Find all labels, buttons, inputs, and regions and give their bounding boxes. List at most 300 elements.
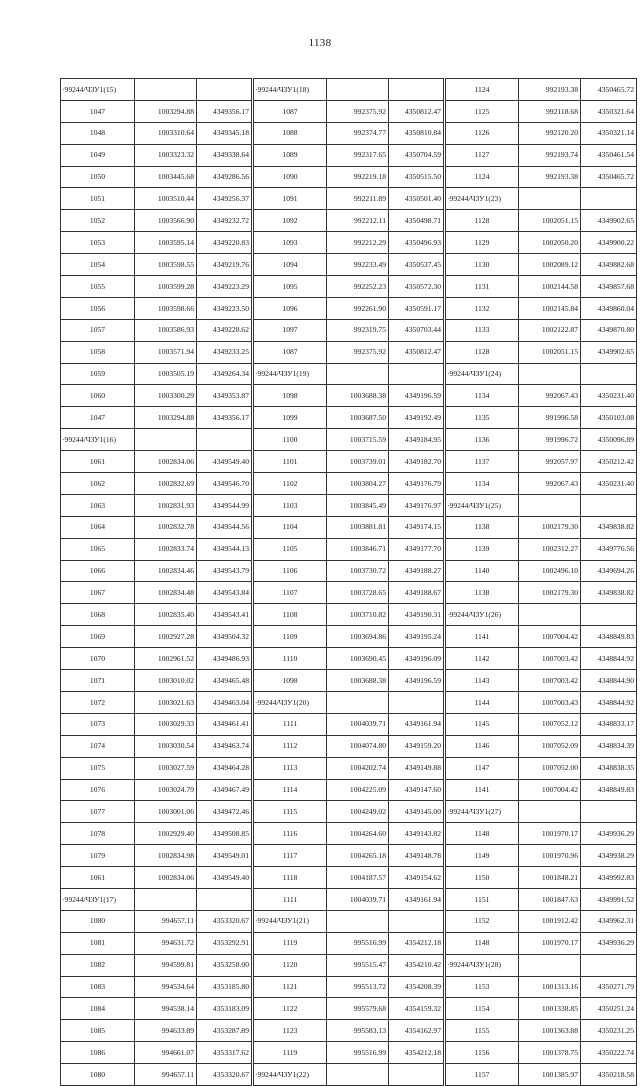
x-cell: 1004074.80 (327, 735, 389, 757)
plot-header: ·99244/ЧЗУ1(17) (61, 888, 135, 910)
x-cell: 1002834.98 (135, 845, 197, 867)
point-id-cell: 1122 (253, 998, 327, 1020)
y-cell: 4353320.67 (197, 910, 253, 932)
y-cell (581, 363, 637, 385)
y-cell: 4349902.65 (581, 341, 637, 363)
point-id-cell: 1152 (445, 910, 519, 932)
x-cell: 1003294.88 (135, 407, 197, 429)
y-cell: 4349504.32 (197, 626, 253, 648)
plot-header: ·99244/ЧЗУ1(28) (445, 954, 519, 976)
y-cell: 4349190.31 (389, 604, 445, 626)
x-cell: 1003300.29 (135, 385, 197, 407)
point-id-cell: 1067 (61, 582, 135, 604)
y-cell: 4349345.18 (197, 122, 253, 144)
x-cell: 992193.38 (519, 166, 581, 188)
point-id-cell: 1108 (253, 604, 327, 626)
table-row (61, 604, 637, 626)
point-id-cell: 1123 (253, 1020, 327, 1042)
plot-header: ·99244/ЧЗУ1(20) (253, 691, 327, 713)
y-cell (197, 79, 253, 101)
point-id-cell: 1065 (61, 538, 135, 560)
point-id-cell: 1079 (61, 845, 135, 867)
table-row (61, 1042, 637, 1064)
point-id-cell: 1092 (253, 210, 327, 232)
point-id-cell: 1105 (253, 538, 327, 560)
point-id-cell: 1145 (445, 713, 519, 735)
point-id-cell: 1133 (445, 319, 519, 341)
x-cell: 992212.29 (327, 232, 389, 254)
y-cell: 4349219.76 (197, 254, 253, 276)
x-cell: 992193.38 (519, 79, 581, 101)
y-cell (389, 1064, 445, 1086)
x-cell (519, 954, 581, 976)
point-id-cell: 1125 (445, 100, 519, 122)
point-id-cell: 1150 (445, 867, 519, 889)
y-cell: 4354212.18 (389, 932, 445, 954)
x-cell: 1003001.06 (135, 801, 197, 823)
x-cell: 992219.18 (327, 166, 389, 188)
table-row (61, 516, 637, 538)
x-cell: 1002496.10 (519, 560, 581, 582)
point-id-cell: 1111 (253, 888, 327, 910)
y-cell: 4350271.79 (581, 976, 637, 998)
y-cell (389, 79, 445, 101)
point-id-cell: 1061 (61, 451, 135, 473)
x-cell: 991996.58 (519, 407, 581, 429)
y-cell: 4349154.62 (389, 867, 445, 889)
x-cell: 992375.92 (327, 341, 389, 363)
x-cell: 994633.89 (135, 1020, 197, 1042)
x-cell: 1002834.46 (135, 560, 197, 582)
y-cell: 4349992.83 (581, 867, 637, 889)
y-cell: 4348844.90 (581, 670, 637, 692)
x-cell: 1003687.50 (327, 407, 389, 429)
table-row (61, 429, 637, 451)
y-cell: 4349694.26 (581, 560, 637, 582)
y-cell: 4349546.70 (197, 473, 253, 495)
point-id-cell: 1099 (253, 407, 327, 429)
y-cell: 4349544.13 (197, 538, 253, 560)
y-cell: 4349196.09 (389, 648, 445, 670)
point-id-cell: 1097 (253, 319, 327, 341)
y-cell: 4350515.50 (389, 166, 445, 188)
point-id-cell: 1141 (445, 779, 519, 801)
x-cell: 1002834.06 (135, 867, 197, 889)
point-id-cell: 1086 (61, 1042, 135, 1064)
x-cell: 1002832.69 (135, 473, 197, 495)
y-cell: 4349161.94 (389, 713, 445, 735)
point-id-cell: 1094 (253, 254, 327, 276)
x-cell: 1003024.79 (135, 779, 197, 801)
x-cell: 1004187.57 (327, 867, 389, 889)
table-row (61, 976, 637, 998)
point-id-cell: 1077 (61, 801, 135, 823)
y-cell: 4349776.56 (581, 538, 637, 560)
point-id-cell: 1151 (445, 888, 519, 910)
x-cell: 1003598.66 (135, 297, 197, 319)
x-cell: 1003445.68 (135, 166, 197, 188)
point-id-cell: 1059 (61, 363, 135, 385)
point-id-cell: 1052 (61, 210, 135, 232)
x-cell: 1003027.59 (135, 757, 197, 779)
x-cell: 1002051.15 (519, 210, 581, 232)
y-cell: 4350212.42 (581, 451, 637, 473)
y-cell: 4350704.59 (389, 144, 445, 166)
y-cell: 4350218.58 (581, 1064, 637, 1086)
table-row (61, 1020, 637, 1042)
coordinates-table (60, 78, 637, 1086)
x-cell: 1003586.93 (135, 319, 197, 341)
y-cell: 4349543.79 (197, 560, 253, 582)
table-row (61, 254, 637, 276)
table-row (61, 232, 637, 254)
point-id-cell: 1143 (445, 670, 519, 692)
point-id-cell: 1137 (445, 451, 519, 473)
table-row (61, 845, 637, 867)
point-id-cell: 1083 (61, 976, 135, 998)
x-cell: 995516.99 (327, 1042, 389, 1064)
point-id-cell: 1134 (445, 385, 519, 407)
x-cell: 1002834.48 (135, 582, 197, 604)
y-cell: 4348838.35 (581, 757, 637, 779)
point-id-cell: 1119 (253, 1042, 327, 1064)
x-cell: 1003688.38 (327, 670, 389, 692)
x-cell: 1003728.65 (327, 582, 389, 604)
x-cell (135, 888, 197, 910)
table-row (61, 691, 637, 713)
point-id-cell: 1116 (253, 823, 327, 845)
point-id-cell: 1141 (445, 626, 519, 648)
table-row (61, 757, 637, 779)
point-id-cell: 1090 (253, 166, 327, 188)
y-cell: 4349463.74 (197, 735, 253, 757)
y-cell: 4349188.67 (389, 582, 445, 604)
plot-header: ·99244/ЧЗУ1(15) (61, 79, 135, 101)
point-id-cell: 1054 (61, 254, 135, 276)
table-row (61, 626, 637, 648)
point-id-cell: 1112 (253, 735, 327, 757)
x-cell: 1003571.94 (135, 341, 197, 363)
x-cell: 992211.89 (327, 188, 389, 210)
point-id-cell: 1096 (253, 297, 327, 319)
x-cell: 995516.99 (327, 932, 389, 954)
point-id-cell: 1126 (445, 122, 519, 144)
y-cell: 4349860.04 (581, 297, 637, 319)
point-id-cell: 1060 (61, 385, 135, 407)
y-cell: 4349936.29 (581, 932, 637, 954)
x-cell: 1003739.01 (327, 451, 389, 473)
x-cell: 1003694.86 (327, 626, 389, 648)
point-id-cell: 1128 (445, 341, 519, 363)
y-cell: 4349543.84 (197, 582, 253, 604)
plot-header: ·99244/ЧЗУ1(23) (445, 188, 519, 210)
y-cell: 4354162.97 (389, 1020, 445, 1042)
y-cell: 4350810.84 (389, 122, 445, 144)
point-id-cell: 1070 (61, 648, 135, 670)
x-cell: 991996.72 (519, 429, 581, 451)
y-cell: 4349192.49 (389, 407, 445, 429)
table-row (61, 144, 637, 166)
x-cell: 1007052.12 (519, 713, 581, 735)
x-cell: 1003715.59 (327, 429, 389, 451)
y-cell: 4349147.60 (389, 779, 445, 801)
table-row (61, 867, 637, 889)
point-id-cell: 1157 (445, 1064, 519, 1086)
x-cell (519, 801, 581, 823)
point-id-cell: 1080 (61, 1064, 135, 1086)
y-cell: 4349264.34 (197, 363, 253, 385)
x-cell: 992261.90 (327, 297, 389, 319)
table-row (61, 276, 637, 298)
x-cell: 1004264.60 (327, 823, 389, 845)
x-cell: 1001970.17 (519, 932, 581, 954)
y-cell: 4350465.72 (581, 79, 637, 101)
x-cell (519, 363, 581, 385)
plot-header: ·99244/ЧЗУ1(19) (253, 363, 327, 385)
y-cell: 4350501.40 (389, 188, 445, 210)
y-cell: 4349196.59 (389, 670, 445, 692)
x-cell: 1001848.21 (519, 867, 581, 889)
point-id-cell: 1093 (253, 232, 327, 254)
y-cell: 4349882.68 (581, 254, 637, 276)
y-cell: 4350231.40 (581, 473, 637, 495)
point-id-cell: 1139 (445, 538, 519, 560)
point-id-cell: 1062 (61, 473, 135, 495)
table-row (61, 210, 637, 232)
table-row (61, 407, 637, 429)
x-cell: 1007004.42 (519, 626, 581, 648)
point-id-cell: 1124 (445, 166, 519, 188)
x-cell: 1002831.93 (135, 494, 197, 516)
y-cell: 4350496.93 (389, 232, 445, 254)
x-cell: 1002927.28 (135, 626, 197, 648)
x-cell: 994599.81 (135, 954, 197, 976)
y-cell: 4354159.32 (389, 998, 445, 1020)
plot-header: ·99244/ЧЗУ1(18) (253, 79, 327, 101)
y-cell: 4349223.50 (197, 297, 253, 319)
table-row (61, 494, 637, 516)
x-cell: 1007003.42 (519, 648, 581, 670)
x-cell (519, 604, 581, 626)
x-cell: 994631.72 (135, 932, 197, 954)
table-row (61, 823, 637, 845)
plot-header: ·99244/ЧЗУ1(25) (445, 494, 519, 516)
x-cell: 1007052.09 (519, 735, 581, 757)
y-cell: 4349220.83 (197, 232, 253, 254)
table-row (61, 385, 637, 407)
y-cell: 4350231.40 (581, 385, 637, 407)
point-id-cell: 1102 (253, 473, 327, 495)
point-id-cell: 1120 (253, 954, 327, 976)
point-id-cell: 1115 (253, 801, 327, 823)
point-id-cell: 1061 (61, 867, 135, 889)
y-cell: 4349472.46 (197, 801, 253, 823)
y-cell: 4349549.01 (197, 845, 253, 867)
y-cell: 4349223.29 (197, 276, 253, 298)
x-cell: 1004265.18 (327, 845, 389, 867)
point-id-cell: 1091 (253, 188, 327, 210)
x-cell: 1001363.88 (519, 1020, 581, 1042)
point-id-cell: 1084 (61, 998, 135, 1020)
y-cell: 4350465.72 (581, 166, 637, 188)
point-id-cell: 1156 (445, 1042, 519, 1064)
point-id-cell: 1109 (253, 626, 327, 648)
x-cell: 1007003.43 (519, 691, 581, 713)
point-id-cell: 1118 (253, 867, 327, 889)
point-id-cell: 1081 (61, 932, 135, 954)
y-cell: 4349356.17 (197, 407, 253, 429)
x-cell: 994534.64 (135, 976, 197, 998)
x-cell: 992212.11 (327, 210, 389, 232)
y-cell: 4354208.39 (389, 976, 445, 998)
point-id-cell: 1124 (445, 79, 519, 101)
x-cell: 992233.49 (327, 254, 389, 276)
y-cell: 4353317.62 (197, 1042, 253, 1064)
y-cell: 4349195.24 (389, 626, 445, 648)
point-id-cell: 1134 (445, 473, 519, 495)
point-id-cell: 1047 (61, 100, 135, 122)
point-id-cell: 1068 (61, 604, 135, 626)
point-id-cell: 1136 (445, 429, 519, 451)
x-cell: 1007003.42 (519, 670, 581, 692)
plot-header: ·99244/ЧЗУ1(16) (61, 429, 135, 451)
point-id-cell: 1056 (61, 297, 135, 319)
x-cell: 1001313.16 (519, 976, 581, 998)
point-id-cell: 1130 (445, 254, 519, 276)
point-id-cell: 1149 (445, 845, 519, 867)
x-cell: 1003310.64 (135, 122, 197, 144)
table-row (61, 910, 637, 932)
point-id-cell: 1049 (61, 144, 135, 166)
point-id-cell: 1107 (253, 582, 327, 604)
y-cell: 4354210.42 (389, 954, 445, 976)
y-cell: 4349508.85 (197, 823, 253, 845)
x-cell: 995583.13 (327, 1020, 389, 1042)
y-cell: 4348849.83 (581, 779, 637, 801)
y-cell: 4349938.29 (581, 845, 637, 867)
y-cell: 4350572.30 (389, 276, 445, 298)
x-cell: 1003323.32 (135, 144, 197, 166)
y-cell (389, 363, 445, 385)
table-row (61, 1064, 637, 1086)
y-cell: 4349838.82 (581, 516, 637, 538)
x-cell: 992319.75 (327, 319, 389, 341)
table-row (61, 670, 637, 692)
y-cell: 4349188.27 (389, 560, 445, 582)
point-id-cell: 1121 (253, 976, 327, 998)
point-id-cell: 1071 (61, 670, 135, 692)
x-cell: 1004225.09 (327, 779, 389, 801)
point-id-cell: 1072 (61, 691, 135, 713)
x-cell: 992374.77 (327, 122, 389, 144)
x-cell (519, 494, 581, 516)
x-cell: 992067.43 (519, 473, 581, 495)
point-id-cell: 1131 (445, 276, 519, 298)
y-cell: 4348834.39 (581, 735, 637, 757)
plot-header: ·99244/ЧЗУ1(21) (253, 910, 327, 932)
point-id-cell: 1058 (61, 341, 135, 363)
y-cell: 4350812.47 (389, 341, 445, 363)
y-cell (389, 691, 445, 713)
point-id-cell: 1050 (61, 166, 135, 188)
x-cell: 992067.43 (519, 385, 581, 407)
table-row (61, 560, 637, 582)
point-id-cell: 1053 (61, 232, 135, 254)
y-cell: 4349196.59 (389, 385, 445, 407)
point-id-cell: 1073 (61, 713, 135, 735)
point-id-cell: 1111 (253, 713, 327, 735)
x-cell: 1002144.58 (519, 276, 581, 298)
x-cell: 1003510.44 (135, 188, 197, 210)
table-row (61, 122, 637, 144)
table-row (61, 473, 637, 495)
x-cell: 1002050.20 (519, 232, 581, 254)
y-cell: 4349544.56 (197, 516, 253, 538)
page-number: 1138 (308, 37, 332, 49)
table-row (61, 166, 637, 188)
point-id-cell: 1098 (253, 385, 327, 407)
x-cell: 1003030.54 (135, 735, 197, 757)
table-row (61, 297, 637, 319)
point-id-cell: 1106 (253, 560, 327, 582)
y-cell: 4349356.17 (197, 100, 253, 122)
y-cell: 4349486.93 (197, 648, 253, 670)
x-cell (519, 188, 581, 210)
y-cell: 4349464.28 (197, 757, 253, 779)
y-cell: 4350251.24 (581, 998, 637, 1020)
point-id-cell: 1076 (61, 779, 135, 801)
x-cell: 1003505.19 (135, 363, 197, 385)
point-id-cell: 1142 (445, 648, 519, 670)
point-id-cell: 1103 (253, 494, 327, 516)
x-cell: 1003595.14 (135, 232, 197, 254)
x-cell: 1007004.42 (519, 779, 581, 801)
plot-header: ·99244/ЧЗУ1(22) (253, 1064, 327, 1086)
y-cell: 4349177.70 (389, 538, 445, 560)
point-id-cell: 1138 (445, 516, 519, 538)
x-cell: 1003021.63 (135, 691, 197, 713)
table-row (61, 319, 637, 341)
table-row (61, 888, 637, 910)
point-id-cell: 1119 (253, 932, 327, 954)
x-cell: 1004039.71 (327, 713, 389, 735)
y-cell (581, 954, 637, 976)
y-cell: 4350222.74 (581, 1042, 637, 1064)
y-cell: 4349176.97 (389, 494, 445, 516)
x-cell: 992118.68 (519, 100, 581, 122)
x-cell: 1001378.75 (519, 1042, 581, 1064)
point-id-cell: 1138 (445, 582, 519, 604)
x-cell: 992057.97 (519, 451, 581, 473)
x-cell: 992375.92 (327, 100, 389, 122)
x-cell: 1004039.71 (327, 888, 389, 910)
x-cell: 1002179.30 (519, 516, 581, 538)
y-cell: 4349143.82 (389, 823, 445, 845)
point-id-cell: 1051 (61, 188, 135, 210)
point-id-cell: 1074 (61, 735, 135, 757)
x-cell: 994657.11 (135, 1064, 197, 1086)
x-cell: 1004249.02 (327, 801, 389, 823)
x-cell: 1007052.00 (519, 757, 581, 779)
point-id-cell: 1098 (253, 670, 327, 692)
table-row (61, 538, 637, 560)
y-cell: 4349286.56 (197, 166, 253, 188)
table-row (61, 648, 637, 670)
y-cell: 4350591.17 (389, 297, 445, 319)
point-id-cell: 1110 (253, 648, 327, 670)
x-cell: 992120.20 (519, 122, 581, 144)
x-cell: 1003845.49 (327, 494, 389, 516)
